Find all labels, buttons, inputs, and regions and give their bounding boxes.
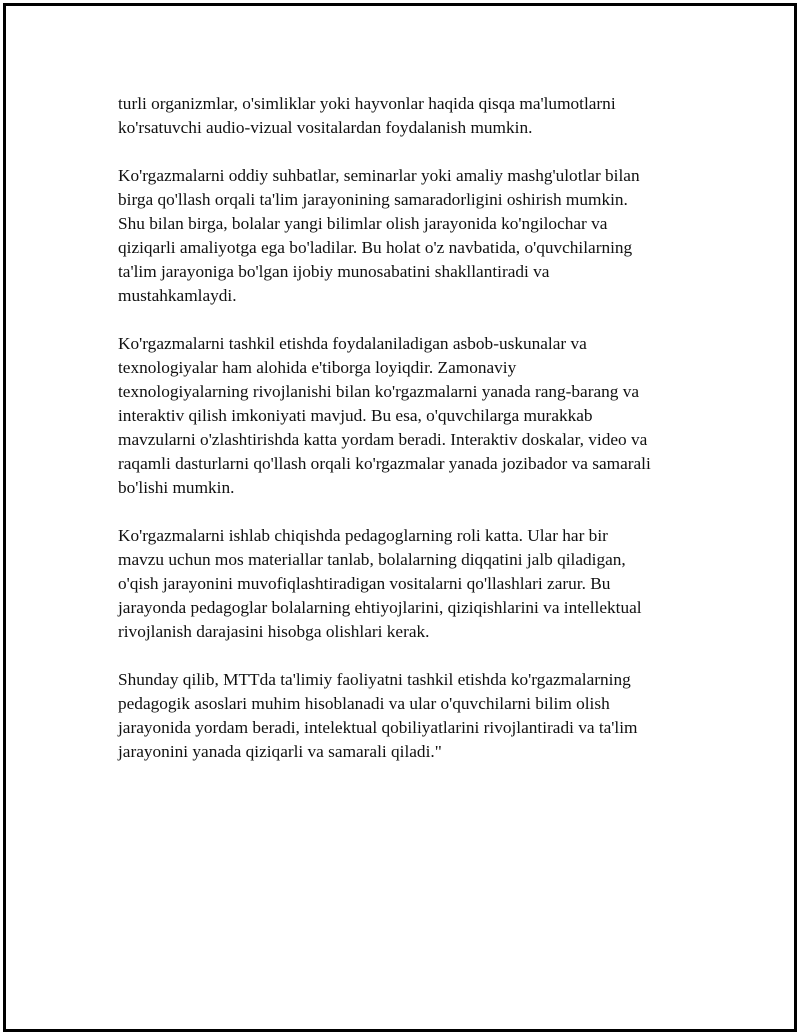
- text-line: rivojlanish darajasini hisobga olishlari kerak.: [118, 622, 430, 641]
- text-line: Shunday qilib, MTTda ta'limiy faoliyatni tashkil etishda ko'rgazmalarning: [118, 670, 631, 689]
- paragraph-1: [118, 92, 718, 140]
- paragraph-4: [118, 524, 718, 644]
- text-line: turli organizmlar, o'simliklar yoki hayvonlar haqida qisqa ma'lumotlarni: [118, 94, 616, 113]
- text-line: raqamli dasturlarni qo'llash orqali ko'rgazmalar yanada jozibador va samarali: [118, 454, 651, 473]
- text-line: jarayonda pedagoglar bolalarning ehtiyojlarini, qiziqishlarini va intellektual: [118, 598, 642, 617]
- text-line: o'qish jarayonini muvofiqlashtiradigan vositalarni qo'llashlari zarur. Bu: [118, 574, 611, 593]
- text-line: pedagogik asoslari muhim hisoblanadi va ular o'quvchilarni bilim olish: [118, 694, 610, 713]
- text-line: bo'lishi mumkin.: [118, 478, 235, 497]
- text-line: mavzularni o'zlashtirishda katta yordam beradi. Interaktiv doskalar, video va: [118, 430, 648, 449]
- text-line: Shu bilan birga, bolalar yangi bilimlar olish jarayonida ko'ngilochar va: [118, 214, 608, 233]
- document-body: [118, 92, 718, 788]
- text-line: ko'rsatuvchi audio-vizual vositalardan foydalanish mumkin.: [118, 118, 533, 137]
- paragraph-5: [118, 668, 718, 764]
- text-line: Ko'rgazmalarni oddiy suhbatlar, seminarlar yoki amaliy mashg'ulotlar bilan: [118, 166, 640, 185]
- paragraph-2: [118, 164, 718, 308]
- text-line: texnologiyalar ham alohida e'tiborga loyiqdir. Zamonaviy: [118, 358, 517, 377]
- text-line: interaktiv qilish imkoniyati mavjud. Bu esa, o'quvchilarga murakkab: [118, 406, 593, 425]
- paragraph-3: [118, 332, 718, 500]
- text-line: ta'lim jarayoniga bo'lgan ijobiy munosabatini shakllantiradi va: [118, 262, 550, 281]
- text-line: Ko'rgazmalarni tashkil etishda foydalaniladigan asbob-uskunalar va: [118, 334, 587, 353]
- text-line: jarayonida yordam beradi, intelektual qobiliyatlarini rivojlantiradi va ta'lim: [118, 718, 638, 737]
- text-line: birga qo'llash orqali ta'lim jarayonining samaradorligini oshirish mumkin.: [118, 190, 628, 209]
- text-line: qiziqarli amaliyotga ega bo'ladilar. Bu holat o'z navbatida, o'quvchilarning: [118, 238, 633, 257]
- text-line: mustahkamlaydi.: [118, 286, 237, 305]
- text-line: mavzu uchun mos materiallar tanlab, bolalarning diqqatini jalb qiladigan,: [118, 550, 626, 569]
- text-line: Ko'rgazmalarni ishlab chiqishda pedagoglarning roli katta. Ular har bir: [118, 526, 608, 545]
- text-line: texnologiyalarning rivojlanishi bilan ko'rgazmalarni yanada rang-barang va: [118, 382, 640, 401]
- text-line: jarayonini yanada qiziqarli va samarali qiladi.": [118, 742, 442, 761]
